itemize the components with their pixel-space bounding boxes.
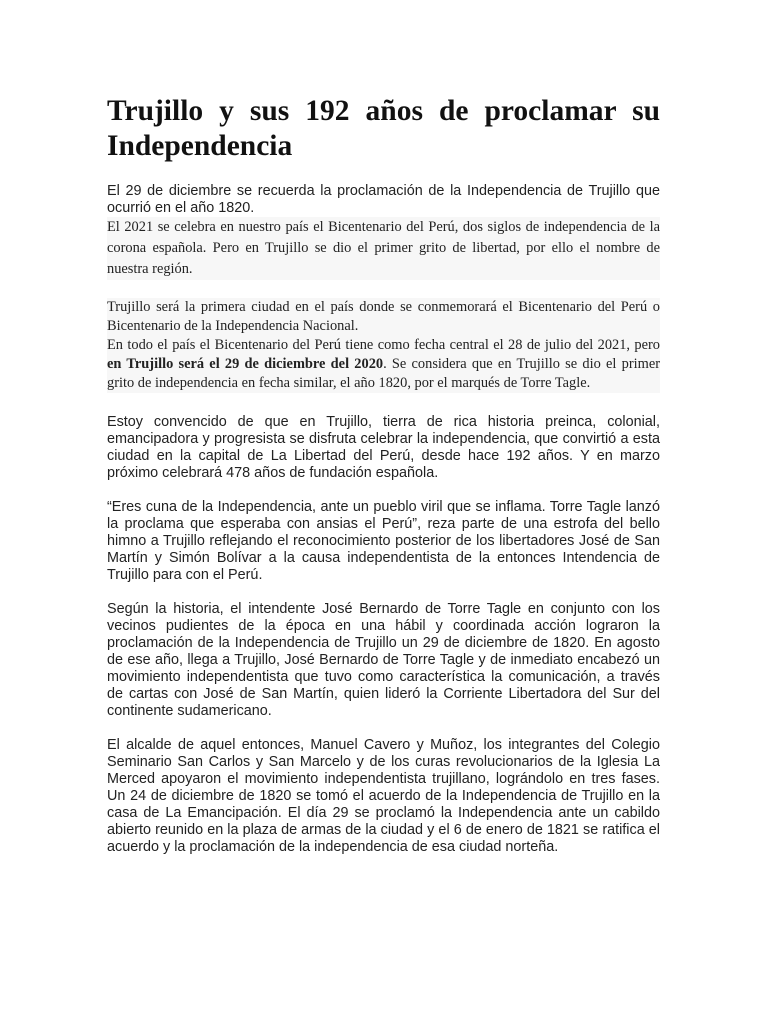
- body-paragraph-2: “Eres cuna de la Independencia, ante un pueblo viril que se inflama. Torre Tagle lanzó la proclama que esperaba con ansias el Perú”, reza parte de una estrofa del bello himno a Trujillo reflejando el reconocimiento posterior de los libertadores José de San Martín y Simón Bolívar a la causa independentista de la entonces Intendencia de Trujillo para con el Perú.: [107, 499, 660, 583]
- body-paragraph-4: El alcalde de aquel entonces, Manuel Cavero y Muñoz, los integrantes del Colegio Seminario San Carlos y San Marcelo y de los curas revolucionarios de la Iglesia La Merced apoyaron el movimiento independentista trujillano, lográndolo en tres fases. Un 24 de diciembre de 1820 se tomó el acuerdo de la Independencia de Trujillo en la casa de La Emancipación. El día 29 se proclamó la Independencia ante un cabildo abierto reunido en la plaza de armas de la ciudad y el 6 de enero de 1821 se ratifica el acuerdo y la proclamación de la independencia de esa ciudad norteña.: [107, 737, 660, 855]
- bicentenario-text-after: . Se considera que en Trujillo se dio el primer grito de independencia en fecha similar, el año 1820, por el marqués de Torre Tagle.: [107, 356, 660, 391]
- body-paragraph-1: Estoy convencido de que en Trujillo, tierra de rica historia preinca, colonial, emancipadora y progresista se disfruta celebrar la independencia, que convirtió a esta ciudad en la capital de La Libertad del Perú, desde hace 192 años. Y en marzo próximo celebrará 478 años de fundación española.: [107, 414, 660, 481]
- spacer: [107, 720, 660, 737]
- document-title: Trujillo y sus 192 años de proclamar su Independencia: [107, 95, 660, 162]
- spacer: [107, 482, 660, 499]
- body-paragraph-3: Según la historia, el intendente José Bernardo de Torre Tagle en conjunto con los vecinos pudientes de la época en una hábil y coordinada acción lograron la proclamación de la Independencia de Trujillo un 29 de diciembre de 1820. En agosto de ese año, llega a Trujillo, José Bernardo de Torre Tagle y de inmediato encabezó un movimiento independentista que tuvo como característica la comunicación, a través de cartas con José de San Martín, quien lideró la Corriente Libertadora del Sur del continente sudamericano.: [107, 601, 660, 719]
- bicentenario-paragraph-1: Trujillo será la primera ciudad en el país donde se conmemorará el Bicentenario del Perú o Bicentenario de la Independencia Nacional.: [107, 299, 660, 334]
- document-page: [107, 94, 660, 856]
- bicentenario-bold-date: en Trujillo será el 29 de diciembre del 2020: [107, 356, 384, 372]
- spacer: [107, 280, 660, 298]
- intro-serif-paragraph: El 2021 se celebra en nuestro país el Bicentenario del Perú, dos siglos de independencia de la corona española. Pero en Trujillo se dio el primer grito de libertad, por ello el nombre de nuestra región.: [107, 217, 660, 280]
- spacer: [107, 393, 660, 414]
- bicentenario-text-before: En todo el país el Bicentenario del Perú tiene como fecha central el 28 de julio del 2021, pero: [107, 337, 660, 353]
- spacer: [107, 584, 660, 601]
- bicentenario-paragraph-2: [107, 336, 660, 393]
- intro-sans-paragraph: El 29 de diciembre se recuerda la proclamación de la Independencia de Trujillo que ocurrió en el año 1820.: [107, 183, 660, 216]
